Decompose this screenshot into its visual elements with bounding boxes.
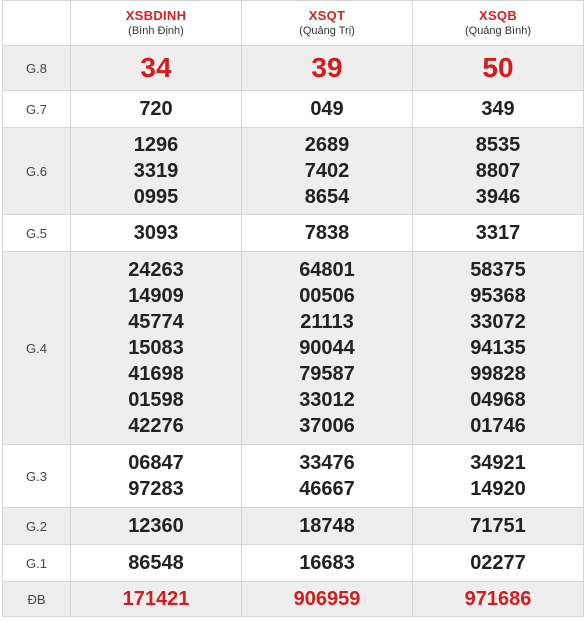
prize-number: 71751 <box>470 515 526 537</box>
prize-number: 34 <box>140 52 172 83</box>
prize-number: 33476 <box>299 452 355 474</box>
prize-label: G.6 <box>3 128 71 215</box>
prize-number: 01746 <box>470 415 526 437</box>
prize-number: 18748 <box>299 515 355 537</box>
prize-number: 049 <box>310 98 344 120</box>
header-corner <box>3 1 71 46</box>
prize-cell <box>242 582 413 617</box>
prize-cell <box>71 445 242 508</box>
prize-label: G.1 <box>3 545 71 582</box>
province-header <box>71 1 242 46</box>
prize-cell <box>71 91 242 128</box>
prize-number: 06847 <box>128 452 184 474</box>
province-name: (Bình Định) <box>128 25 184 37</box>
prize-label: G.2 <box>3 508 71 545</box>
province-header <box>413 1 584 46</box>
prize-number: 7838 <box>304 222 350 244</box>
prize-number: 00506 <box>299 285 355 307</box>
prize-number: 3317 <box>475 222 521 244</box>
prize-row-g7 <box>3 91 584 128</box>
prize-number: 58375 <box>470 259 526 281</box>
prize-number: 02277 <box>470 552 526 574</box>
prize-number: 3319 <box>133 160 179 182</box>
prize-number: 2689 <box>304 134 350 156</box>
prize-cell <box>413 215 584 252</box>
prize-number: 14920 <box>470 478 526 500</box>
prize-cell <box>71 215 242 252</box>
prize-number: 64801 <box>299 259 355 281</box>
prize-cell <box>413 445 584 508</box>
province-code-link[interactable]: XSBDINH <box>125 8 187 23</box>
prize-label: ĐB <box>3 582 71 617</box>
prize-row-g4 <box>3 252 584 445</box>
prize-number: 33012 <box>299 389 355 411</box>
prize-number: 37006 <box>299 415 355 437</box>
prize-label: G.8 <box>3 46 71 91</box>
prize-number: 04968 <box>470 389 526 411</box>
province-code-link[interactable]: XSQT <box>308 8 346 23</box>
province-name: (Quảng Bình) <box>464 25 532 37</box>
special-prize-number: 171421 <box>122 588 190 610</box>
prize-cell <box>413 46 584 91</box>
prize-number: 42276 <box>128 415 184 437</box>
prize-cell <box>71 582 242 617</box>
prize-cell <box>71 545 242 582</box>
province-code-link[interactable]: XSQB <box>478 8 518 23</box>
prize-number: 3093 <box>133 222 179 244</box>
prize-row-g1 <box>3 545 584 582</box>
prize-cell <box>242 215 413 252</box>
prize-number: 95368 <box>470 285 526 307</box>
prize-number: 8654 <box>304 186 350 208</box>
prize-number: 39 <box>311 52 343 83</box>
prize-number: 41698 <box>128 363 184 385</box>
prize-number: 94135 <box>470 337 526 359</box>
prize-number: 349 <box>481 98 515 120</box>
prize-cell <box>242 508 413 545</box>
prize-row-g5 <box>3 215 584 252</box>
prize-row-g3 <box>3 445 584 508</box>
prize-number: 0995 <box>133 186 179 208</box>
prize-number: 3946 <box>475 186 521 208</box>
prize-number: 90044 <box>299 337 355 359</box>
prize-row-g8 <box>3 46 584 91</box>
prize-cell <box>71 252 242 445</box>
prize-cell <box>242 91 413 128</box>
prize-number: 8535 <box>475 134 521 156</box>
prize-number: 33072 <box>470 311 526 333</box>
prize-number: 34921 <box>470 452 526 474</box>
prize-number: 99828 <box>470 363 526 385</box>
lottery-results-table <box>2 0 584 617</box>
special-prize-number: 971686 <box>464 588 532 610</box>
prize-cell <box>242 128 413 215</box>
prize-number: 97283 <box>128 478 184 500</box>
prize-label: G.4 <box>3 252 71 445</box>
special-prize-number: 906959 <box>293 588 361 610</box>
prize-cell <box>71 128 242 215</box>
prize-number: 50 <box>482 52 514 83</box>
prize-number: 86548 <box>128 552 184 574</box>
prize-number: 14909 <box>128 285 184 307</box>
prize-cell <box>413 128 584 215</box>
prize-number: 21113 <box>300 311 354 333</box>
prize-number: 16683 <box>299 552 355 574</box>
prize-number: 15083 <box>128 337 184 359</box>
prize-label: G.3 <box>3 445 71 508</box>
prize-number: 01598 <box>128 389 184 411</box>
prize-row-special <box>3 582 584 617</box>
prize-number: 1296 <box>133 134 179 156</box>
prize-cell <box>413 508 584 545</box>
prize-number: 24263 <box>128 259 184 281</box>
prize-cell <box>413 545 584 582</box>
prize-row-g6 <box>3 128 584 215</box>
prize-cell <box>242 252 413 445</box>
prize-cell <box>413 252 584 445</box>
prize-number: 46667 <box>299 478 355 500</box>
prize-number: 8807 <box>475 160 521 182</box>
prize-number: 720 <box>139 98 173 120</box>
prize-cell <box>242 46 413 91</box>
prize-cell <box>242 445 413 508</box>
prize-label: G.5 <box>3 215 71 252</box>
province-name: (Quảng Trị) <box>299 25 355 37</box>
prize-cell <box>71 46 242 91</box>
prize-cell <box>413 91 584 128</box>
prize-number: 7402 <box>304 160 350 182</box>
prize-row-g2 <box>3 508 584 545</box>
prize-cell <box>71 508 242 545</box>
prize-number: 45774 <box>128 311 184 333</box>
prize-number: 79587 <box>299 363 355 385</box>
province-header <box>242 1 413 46</box>
header-row <box>3 1 584 46</box>
prize-cell <box>242 545 413 582</box>
prize-label: G.7 <box>3 91 71 128</box>
prize-cell <box>413 582 584 617</box>
prize-number: 12360 <box>128 515 184 537</box>
